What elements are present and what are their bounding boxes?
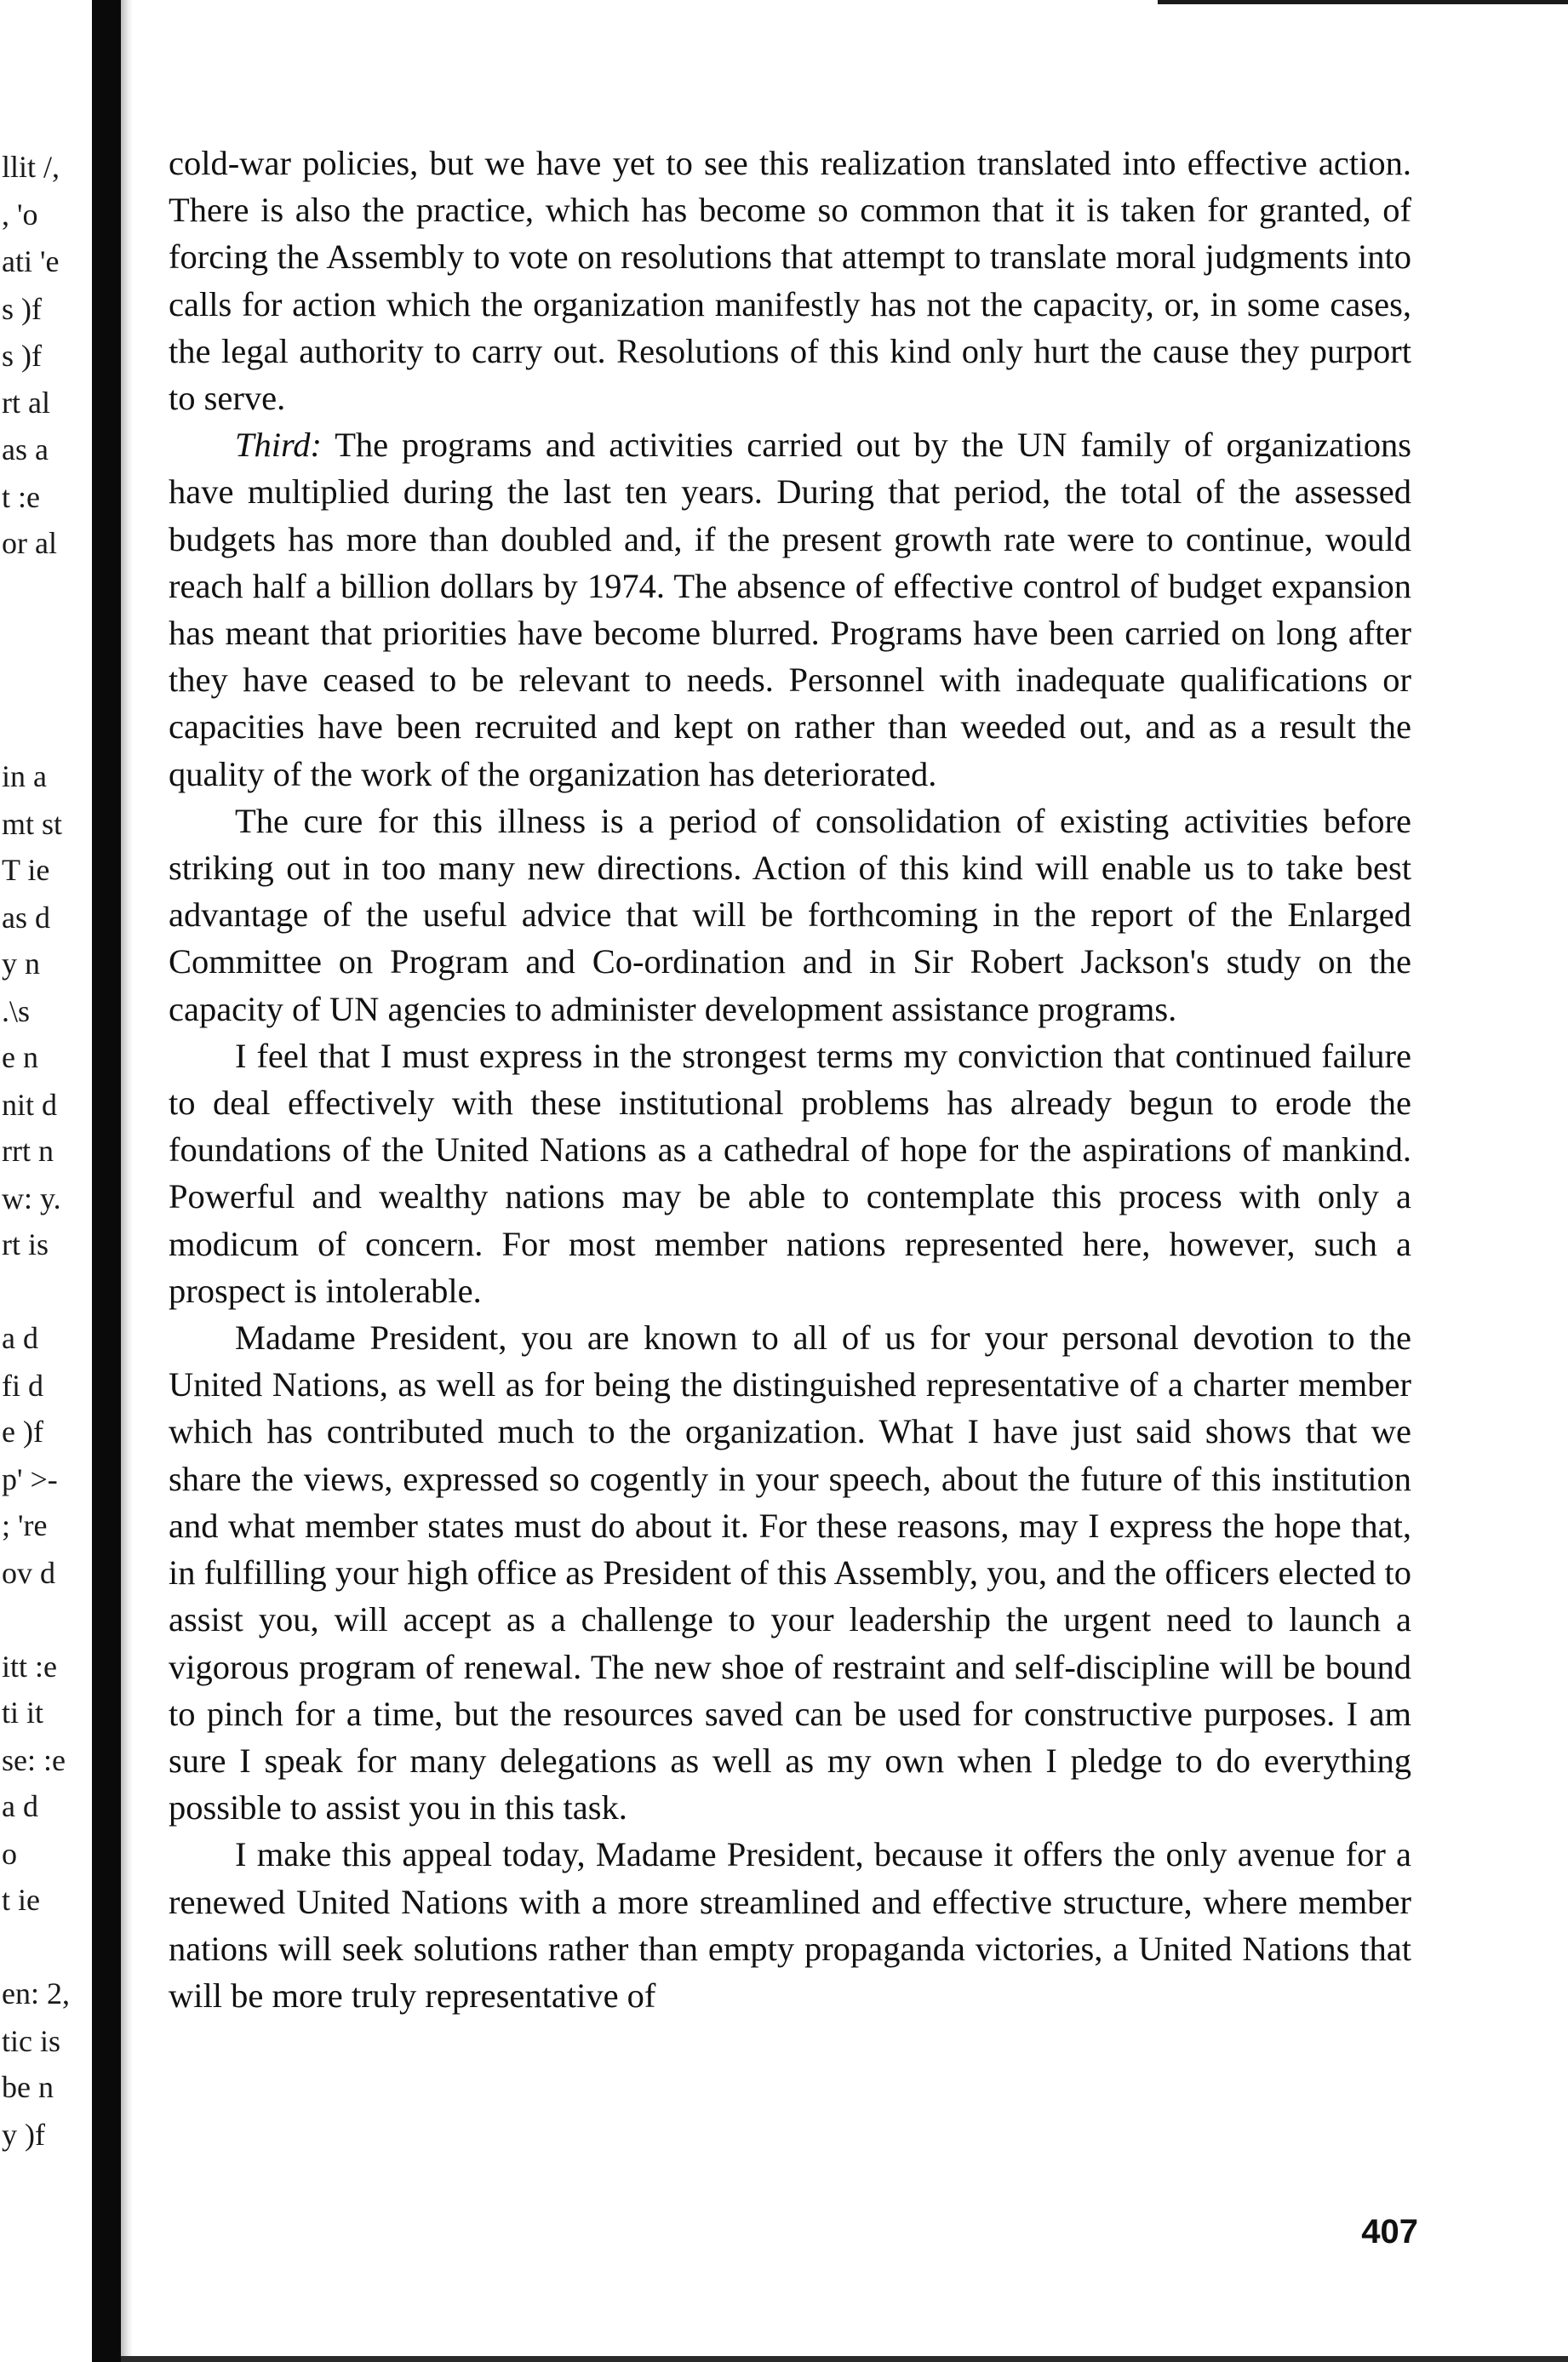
facing-page-fragment: nit d xyxy=(2,1088,58,1122)
facing-page-fragment: itt :e xyxy=(2,1650,57,1684)
facing-page-fragment: be n xyxy=(2,2070,54,2104)
third-label: Third: xyxy=(235,426,323,465)
facing-page-fragment: p' >- xyxy=(2,1462,58,1496)
facing-page-fragment: ti it xyxy=(2,1696,44,1730)
facing-page-fragment: T ie xyxy=(2,853,50,887)
paragraph-text: The programs and activities carried out by the UN family of organizations have multiplied during the last ten years. During that period, the total of the assessed budgets has more than doubled and, if the present growth rate were to continue, would reach half a billion dollars by 1974. The absence of effective control of budget expansion has meant that priorities have become blurred. Programs have been carried on long after they have ceased to be relevant to needs. Personnel with inadequate qualifications or capacities have been recruited and kept on rather than weeded out, and as a result the quality of the work of the organization has deteriorated. xyxy=(169,426,1411,793)
facing-page-fragment: e n xyxy=(2,1040,38,1074)
facing-page-fragment: .\s xyxy=(2,994,31,1028)
facing-page-fragment: s )f xyxy=(2,339,42,373)
facing-page-fragment: o xyxy=(2,1837,17,1871)
paragraph: I feel that I must express in the strongest terms my conviction that continued failure to deal effectively with these institutional problems has already begun to erode the foundations of the United Nations as a cathedral of hope for the aspirations of mankind. Powerful and wealthy nations may be able to contemplate this process with only a modicum of concern. For most member nations represented here, however, such a prospect is intolerable. xyxy=(169,1036,1411,1310)
facing-page-fragment: or al xyxy=(2,526,57,560)
facing-page-fragment: y n xyxy=(2,947,40,981)
paragraph: I make this appeal today, Madame President, because it offers the only avenue for a renewed United Nations with a more streamlined and effective structure, where member nations will seek solutions rather than empty propaganda victories, a United Nations that will be more truly representative of xyxy=(169,1835,1411,2015)
facing-page-fragment: en: 2, xyxy=(2,1976,70,2010)
top-edge-rule xyxy=(1158,0,1568,4)
facing-page-fragment: tic is xyxy=(2,2024,60,2058)
facing-page-fragment: ; 're xyxy=(2,1508,48,1542)
facing-page-fragment: ati 'e xyxy=(2,244,60,278)
page-number: 407 xyxy=(1361,2213,1418,2250)
facing-page-fragment: ov d xyxy=(2,1556,55,1590)
facing-page-fragment: w: y. xyxy=(2,1181,61,1215)
facing-page-fragment: fi d xyxy=(2,1369,43,1403)
paragraph: The cure for this illness is a period of consolidation of existing activities before striking out in too many new directions. Action of this kind will enable us to take best advantage of the useful advice that will be forthcoming in the report of the Enlarged Committee on Program and Co-ordination and in Sir Robert Jackson's study on the capacity of UN agencies to administer development assistance programs. xyxy=(169,801,1411,1028)
book-gutter-shading xyxy=(121,0,133,2362)
facing-page-fragment: rt is xyxy=(2,1227,49,1261)
facing-page-fragment: e )f xyxy=(2,1415,43,1449)
facing-page-fragment: as a xyxy=(2,432,49,466)
facing-page-margin xyxy=(0,0,92,2362)
facing-page-fragment: y )f xyxy=(2,2118,45,2152)
facing-page-fragment: rrt n xyxy=(2,1134,54,1168)
facing-page-fragment: a d xyxy=(2,1321,38,1355)
paragraph: cold-war policies, but we have yet to see this realization translated into effective action. There is also the practice, which has become so common that it is taken for granted, of forcing the Assembly to vote on resolutions that attempt to translate moral judgments into calls for action which the organization manifestly has not the capacity, or, in some cases, the legal authority to carry out. Resolutions of this kind only hurt the cause they purport to serve. xyxy=(169,144,1411,418)
facing-page-fragment: llit /, xyxy=(2,150,60,184)
paragraph xyxy=(169,421,1411,798)
facing-page-fragment: as d xyxy=(2,901,50,935)
book-spine-shadow xyxy=(92,0,121,2362)
facing-page-fragment: t ie xyxy=(2,1883,40,1917)
facing-page-fragment: a d xyxy=(2,1789,38,1823)
facing-page-fragment: se: :e xyxy=(2,1743,66,1777)
facing-page-fragment: t :e xyxy=(2,480,40,514)
facing-page-fragment: rt al xyxy=(2,386,50,420)
facing-page-fragment: , 'o xyxy=(2,197,38,232)
body-text xyxy=(169,140,1411,2019)
facing-page-fragment: mt st xyxy=(2,807,63,841)
facing-page-fragment: s )f xyxy=(2,292,42,326)
paragraph: Madame President, you are known to all of us for your personal devotion to the United Nations, as well as for being the distinguished representative of a charter member which has contributed much to the organization. What I have just said shows that we share the views, expressed so cogently in your speech, about the future of this institution and what member states must do about it. For these reasons, may I express the hope that, in fulfilling your high office as President of this Assembly, you, and the officers elected to assist you, will accept as a challenge to your leadership the urgent need to launch a vigorous program of renewal. The new shoe of restraint and self-discipline will be bound to pinch for a time, but the resources saved can be used for constructive purposes. I am sure I speak for many delegations as well as my own when I pledge to do everything possible to assist you in this task. xyxy=(169,1318,1411,1827)
facing-page-fragment: in a xyxy=(2,759,47,793)
bottom-edge-rule xyxy=(121,2356,1568,2362)
